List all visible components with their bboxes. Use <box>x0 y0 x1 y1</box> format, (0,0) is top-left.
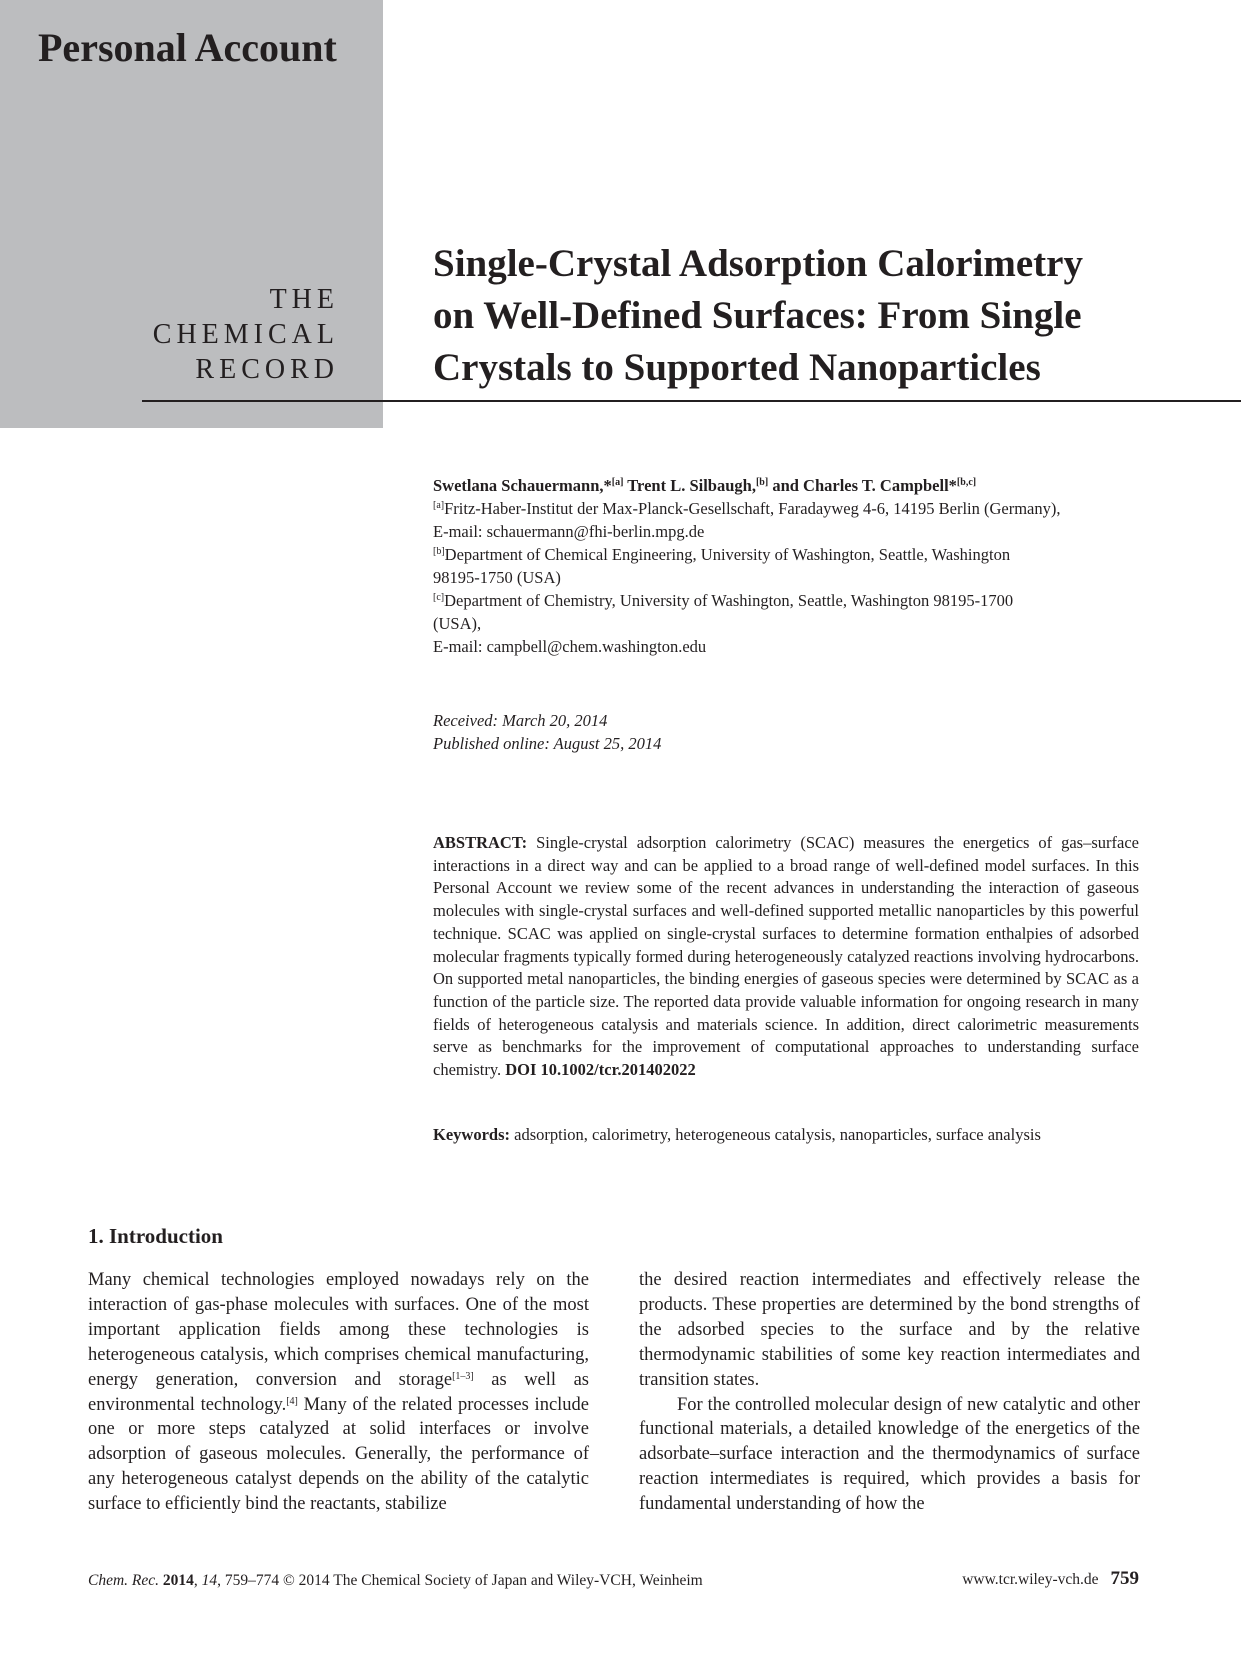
journal-url: www.tcr.wiley-vch.de <box>962 1571 1099 1588</box>
article-title <box>433 238 1193 394</box>
affiliation-text: (USA), <box>433 614 482 633</box>
abstract-text: Single-crystal adsorption calorimetry (SCAC) measures the energetics of gas–surface interactions in a direct way and can be applied to a broad range of well-defined model surfaces. In this Personal Account we review some of the recent advances in understanding the interaction of gaseous molecules with single-crystal surfaces and well-defined supported metallic nanoparticles by this powerful technique. SCAC was applied on single-crystal surfaces to determine formation enthalpies of adsorbed molecular fragments typically formed during heterogeneously catalyzed reactions involving hydrocarbons. On supported metal nanoparticles, the binding energies of gaseous species were determined by SCAC as a function of the particle size. The reported data provide valuable information for ongoing research in many fields of heterogeneous catalysis and materials science. In addition, direct calorimetric measurements serve as benchmarks for the improvement of computational approaches to understanding surface chemistry. <box>433 833 1139 1080</box>
title-line: on Well-Defined Surfaces: From Single <box>433 294 1082 337</box>
article-dates <box>433 709 661 755</box>
paragraph-text: Many of the related processes include one or more steps catalyzed at solid interfaces or involve adsorption of gaseous molecules. Generally, the performance of any heterogeneous catalyst depends on the ability of the catalytic surface to efficiently bind the reactants, stabilize <box>88 1394 590 1515</box>
footer-right <box>962 1568 1139 1590</box>
affiliation-email: E-mail: campbell@chem.washington.edu <box>433 637 707 656</box>
journal-abbr: Chem. Rec. <box>88 1572 160 1589</box>
affiliation-text: 98195-1750 (USA) <box>433 568 561 587</box>
footer-copyright: © 2014 The Chemical Society of Japan and Wiley-VCH, Weinheim <box>279 1572 703 1589</box>
citation: [1–3] <box>452 1370 474 1382</box>
affiliation-text: Department of Chemistry, University of Washington, Seattle, Washington 98195-1700 <box>444 591 1014 610</box>
affiliation-marker: [b] <box>433 546 445 557</box>
body-column-right <box>639 1268 1140 1517</box>
keywords <box>433 1124 1173 1146</box>
paragraph <box>88 1268 589 1517</box>
affiliation-line <box>433 543 1153 566</box>
affiliation-email: E-mail: schauermann@fhi-berlin.mpg.de <box>433 522 705 541</box>
abstract <box>433 832 1139 1082</box>
footer-year: 2014 <box>162 1572 194 1589</box>
author-name: Swetlana Schauermann,* <box>433 476 612 495</box>
footer-citation: Chem. Rec. 2014, 14, 759–774 © 2014 The Chemical Society of Japan and Wiley-VCH, Weinheim <box>88 1572 703 1589</box>
affiliation-marker: [a] <box>611 477 624 488</box>
keywords-label: Keywords: <box>433 1125 510 1144</box>
received-date: Received: March 20, 2014 <box>433 711 608 730</box>
title-rule <box>142 400 1241 402</box>
affiliation-marker: [c] <box>433 592 445 603</box>
journal-name-line: RECORD <box>195 354 339 385</box>
published-date: Published online: August 25, 2014 <box>433 734 662 753</box>
affiliation-marker: [b] <box>755 477 769 488</box>
paragraph: For the controlled molecular design of new catalytic and other functional materials, a detailed knowledge of the energetics of the adsorbate–surface interaction and the thermodynamics of surface reaction intermediates is required, which provides a basis for fundamental understanding of how the <box>639 1394 1140 1515</box>
citation: [4] <box>286 1395 298 1407</box>
affiliation-marker: [a] <box>433 500 445 511</box>
doi: DOI 10.1002/tcr.201402022 <box>505 1060 696 1080</box>
page-number: 759 <box>1110 1568 1139 1589</box>
title-line: Crystals to Supported Nanoparticles <box>433 346 1041 389</box>
paragraph-text: Many chemical technologies employed nowadays rely on the interaction of gas-phase molecules with surfaces. One of the most important application fields among these technologies is heterogeneous catalysis, which comprises chemical manufacturing, energy generation, conversion and storage <box>88 1270 589 1390</box>
affiliation-text: Fritz-Haber-Institut der Max-Planck-Gesellschaft, Faradayweg 4-6, 14195 Berlin (Germany), <box>444 499 1061 518</box>
journal-name-line: THE <box>269 284 339 315</box>
affiliation-text: Department of Chemical Engineering, University of Washington, Seattle, Washington <box>444 545 1011 564</box>
footer-volume: 14 <box>201 1572 218 1589</box>
footer-pages: , 759–774 <box>217 1572 280 1589</box>
keywords-text: adsorption, calorimetry, heterogeneous catalysis, nanoparticles, surface analysis <box>510 1125 1041 1144</box>
abstract-label: ABSTRACT: <box>433 833 528 852</box>
paragraph: the desired reaction intermediates and effectively release the products. These properties are determined by the bond strengths of the adsorbed species to the surface and by the relative thermodynamic stabilities of some key reaction intermediates and transition states. <box>639 1270 1140 1390</box>
paragraph-text: as well as environmental technology. <box>88 1369 589 1415</box>
affiliation-line <box>433 497 1153 520</box>
author-block <box>433 474 1153 658</box>
author-names <box>433 474 1153 497</box>
section-label: Personal Account <box>38 25 337 70</box>
body-column-left <box>88 1268 589 1517</box>
author-name: Trent L. Silbaugh, <box>623 476 756 495</box>
journal-name <box>153 282 339 387</box>
journal-name-line: CHEMICAL <box>152 319 339 350</box>
title-line: Single-Crystal Adsorption Calorimetry <box>433 242 1083 285</box>
section-heading: 1. Introduction <box>88 1224 223 1248</box>
affiliation-marker: [b,c] <box>956 477 977 488</box>
affiliation-line <box>433 589 1153 612</box>
author-name: and Charles T. Campbell* <box>768 476 957 495</box>
